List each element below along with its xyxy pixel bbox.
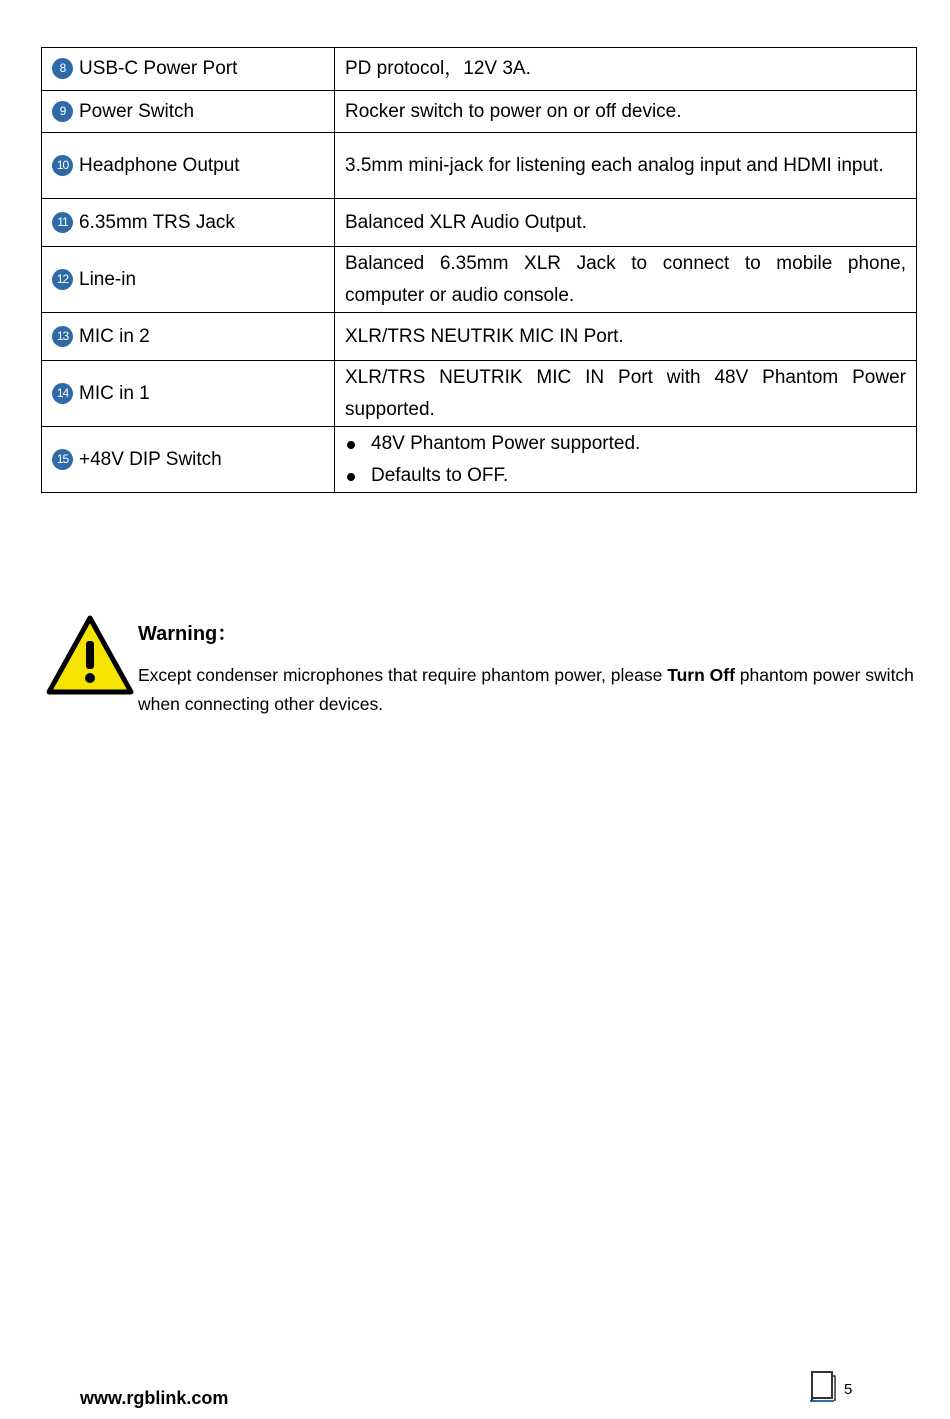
port-name-cell	[42, 361, 335, 427]
table-row	[42, 247, 917, 313]
port-name-cell	[42, 427, 335, 493]
port-description: XLR/TRS NEUTRIK MIC IN Port with 48V Phantom Power supported.	[335, 361, 917, 427]
table-row	[42, 133, 917, 199]
number-badge: 11	[52, 212, 73, 233]
warning-text-end: phantom power switch when connecting other devices.	[138, 665, 914, 714]
port-description: XLR/TRS NEUTRIK MIC IN Port.	[335, 313, 917, 361]
port-description: PD protocol，12V 3A.	[335, 48, 917, 91]
warning-title: Warning：	[138, 623, 238, 645]
number-badge: 14	[52, 383, 73, 404]
bullet-item: Defaults to OFF.	[345, 460, 906, 492]
number-badge: 9	[52, 101, 73, 122]
warning-text	[138, 661, 918, 719]
table-row	[42, 199, 917, 247]
port-name: MIC in 2	[79, 325, 150, 347]
port-name: Headphone Output	[79, 154, 240, 176]
port-name: MIC in 1	[79, 382, 150, 404]
spec-table	[41, 47, 917, 493]
port-description: Rocker switch to power on or off device.	[335, 91, 917, 133]
footer-url: www.rgblink.com	[80, 1388, 229, 1408]
port-name-cell	[42, 91, 335, 133]
port-name: +48V DIP Switch	[79, 448, 222, 470]
port-name-cell	[42, 313, 335, 361]
port-name-cell	[42, 247, 335, 313]
port-description: Balanced 6.35mm XLR Jack to connect to mobile phone, computer or audio console.	[335, 247, 917, 313]
book-icon	[808, 1370, 838, 1404]
table-row	[42, 313, 917, 361]
warning-emphasis: Turn Off	[667, 665, 735, 685]
port-name: USB-C Power Port	[79, 58, 238, 79]
page-number: 5	[844, 1381, 853, 1398]
port-name-cell	[42, 133, 335, 199]
port-name: Power Switch	[79, 100, 195, 122]
port-description: 3.5mm mini-jack for listening each analog input and HDMI input.	[335, 133, 917, 199]
bullet-list	[345, 428, 906, 492]
port-description: Balanced XLR Audio Output.	[335, 199, 917, 247]
port-name-cell	[42, 199, 335, 247]
port-name: 6.35mm TRS Jack	[79, 211, 235, 233]
number-badge: 13	[52, 326, 73, 347]
table-row	[42, 427, 917, 493]
number-badge: 8	[52, 58, 73, 79]
warning-text-start: Except condenser microphones that require phantom power, please	[138, 665, 668, 685]
number-badge: 15	[52, 449, 73, 470]
number-badge: 12	[52, 269, 73, 290]
number-badge: 10	[52, 155, 73, 176]
bullet-item: 48V Phantom Power supported.	[345, 428, 906, 460]
table-row	[42, 361, 917, 427]
port-description	[335, 427, 917, 493]
table-row	[42, 48, 917, 91]
warning-icon	[46, 615, 134, 695]
port-name: Line-in	[79, 268, 137, 290]
table-row	[42, 91, 917, 133]
port-name-cell	[42, 48, 335, 91]
